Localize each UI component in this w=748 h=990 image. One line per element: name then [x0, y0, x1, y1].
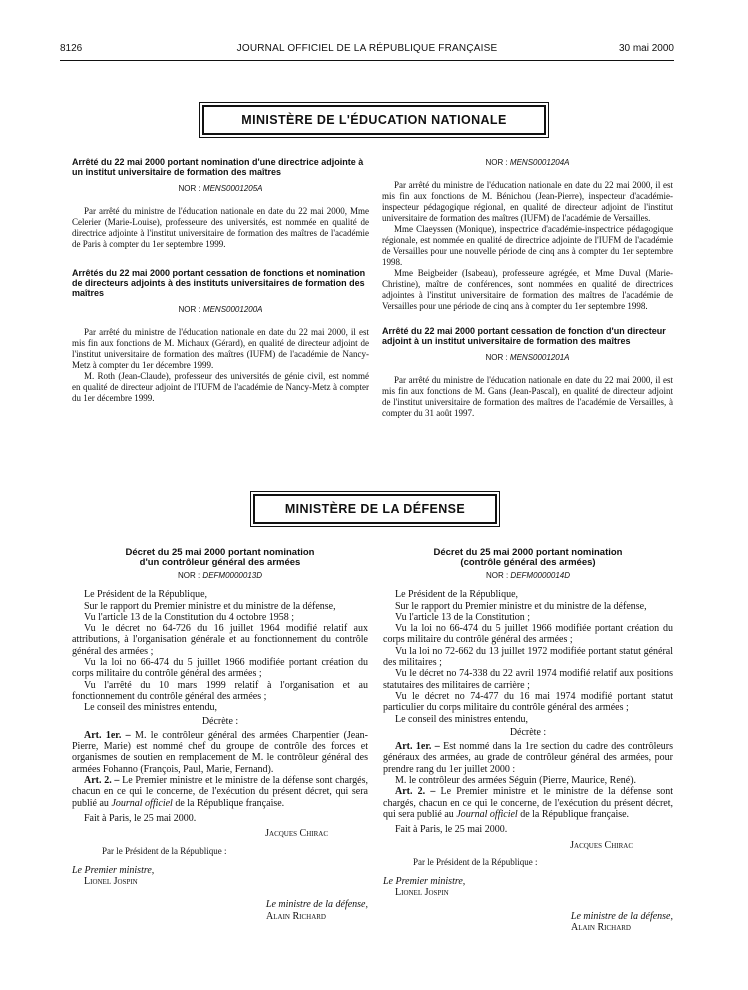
paragraph: M. Roth (Jean-Claude), professeur des universités de génie civil, est nommé en qualité de directeur adjoint de l'IUFM de l'académie de Nancy-Metz à compter du 1er décembre 1999.: [72, 371, 369, 403]
decree-title-line: Décret du 25 mai 2000 portant nomination: [125, 547, 315, 558]
article-1: [72, 730, 368, 775]
journal-title: JOURNAL OFFICIEL DE LA RÉPUBLIQUE FRANÇAISE: [236, 43, 498, 54]
paragraph: Mme Beigbeider (Isabeau), professeure agrégée, et Mme Duval (Marie-Christine), maître de conférences, sont nommées en qualité de directrices adjointes à l'institut universitaire de formation des maîtres de l'académie de Versailles pour une période de cinq ans à compter du 1er septembre 1998.: [382, 268, 673, 311]
paragraph: Par arrêté du ministre de l'éducation nationale en date du 22 mai 2000, Mme Celerier (Marie-Louise), professeure des universités, est nommée en qualité de directrice adjointe à l'institut universitaire de formation des maîtres de l'académie de Paris à compter du 1er septembre 1999.: [72, 206, 369, 249]
article-title: Arrêté du 22 mai 2000 portant nomination d'une directrice adjointe à un institut universitaire de formation des maîtres: [72, 157, 364, 177]
ministry-title: MINISTÈRE DE LA DÉFENSE: [253, 494, 497, 524]
paragraph: Vu l'article 13 de la Constitution ;: [395, 611, 531, 623]
nor-code: MENS0001200A: [202, 305, 263, 314]
nor-reference: [382, 157, 673, 168]
decree-title: [72, 548, 368, 568]
article-2: [383, 786, 673, 820]
signature-president: Jacques Chirac: [570, 839, 633, 851]
par-le-president: Par le Président de la République :: [413, 856, 538, 867]
ministre-defense-title: Le ministre de la défense,: [570, 910, 673, 922]
article-label: Art. 2. –: [395, 786, 436, 798]
nor-code: MENS0001201A: [509, 353, 570, 362]
ministre-defense-name: Alain Richard: [571, 922, 631, 934]
nor-reference: [382, 352, 673, 363]
paragraph: Vu la loi no 66-474 du 5 juillet 1966 modifiée portant création du corps militaire du contrôle général des armées ;: [383, 623, 673, 646]
fait-a-paris: Fait à Paris, le 25 mai 2000.: [84, 812, 197, 824]
article-1: [383, 741, 673, 775]
ministre-defense-name: Alain Richard: [266, 910, 326, 922]
article-text: Le Premier ministre et le ministre de la défense sont chargés, chacun en ce qui le concerne, de l'exécution du présent décret, qui sera publié au: [72, 775, 368, 809]
fait-a-paris: Fait à Paris, le 25 mai 2000.: [395, 824, 508, 836]
ministre-defense-title: Le ministre de la défense,: [265, 899, 368, 911]
nor-code: MENS0001204A: [509, 158, 570, 167]
ministry-heading-education: [199, 102, 549, 138]
decrete-heading: Décrète :: [201, 715, 239, 727]
paragraph: Le conseil des ministres entendu,: [395, 713, 529, 725]
decree-title-line: d'un contrôleur général des armées: [139, 557, 301, 568]
paragraph: Par arrêté du ministre de l'éducation nationale en date du 22 mai 2000, il est mis fin aux fonctions de M. Bénichou (Jean-Pierre), inspecteur d'académie-inspecteur pédagogique régional, en qualité de directeur adjoint de l'institut universitaire de formation des maîtres (IUFM) de l'académie de Versailles.: [382, 180, 673, 223]
issue-date: 30 mai 2000: [618, 43, 674, 54]
nor-label: NOR :: [178, 305, 203, 314]
paragraph: Le Président de la République,: [84, 589, 208, 601]
article-text: de la République française.: [172, 797, 285, 809]
decree-title: [383, 548, 673, 568]
nor-reference: [72, 304, 369, 315]
decree-title-line: (contrôle général des armées): [460, 557, 596, 568]
article-text: Est nommé dans la 1re section du cadre des contrôleurs généraux des armées, au grade de contrôleur général des armées, pour prendre rang du 1er juillet 2000 :: [383, 741, 674, 775]
paragraph: Vu le décret no 64-726 du 16 juillet 1964 modifié relatif aux attributions, à l'organisation générale et au fonctionnement du contrôle général des armées ;: [72, 623, 368, 657]
premier-ministre-title: Le Premier ministre,: [72, 864, 155, 876]
nor-reference: [72, 570, 368, 581]
decrete-heading: Décrète :: [509, 726, 547, 738]
education-column-left: [72, 157, 369, 404]
journal-reference: Journal officiel: [456, 808, 518, 820]
paragraph: Vu la loi no 66-474 du 5 juillet 1966 modifiée portant création du corps militaire du contrôle général des armées ;: [72, 657, 368, 680]
nor-code: DEFM0000013D: [202, 571, 263, 580]
paragraph: Sur le rapport du Premier ministre et du ministre de la défense,: [84, 600, 336, 612]
page-number: 8126: [60, 43, 83, 54]
paragraph: Vu le décret no 74-338 du 22 avril 1974 modifié relatif aux positions statutaires des militaires de carrière ;: [383, 668, 673, 691]
paragraph: Le Président de la République,: [395, 589, 519, 601]
paragraph: Vu la loi no 72-662 du 13 juillet 1972 modifiée portant statut général des militaires ;: [383, 645, 673, 669]
paragraph: Sur le rapport du Premier ministre et du ministre de la défense,: [395, 600, 647, 612]
nor-label: NOR :: [178, 184, 203, 193]
article-text: M. le contrôleur général des armées Charpentier (Jean-Pierre, Marie) est nommé chef du groupe de contrôle des forces et organismes de soutien en remplacement de M. le contrôleur général des armées Fohanno (François, Paul, Marie, Fernand).: [72, 729, 369, 775]
paragraph: Le conseil des ministres entendu,: [84, 702, 218, 714]
nor-label: NOR :: [485, 158, 510, 167]
paragraph: Vu l'article 13 de la Constitution du 4 octobre 1958 ;: [84, 611, 295, 623]
paragraph: Par arrêté du ministre de l'éducation nationale en date du 22 mai 2000, il est mis fin aux fonctions de M. Michaux (Gérard), en qualité de directeur adjoint de l'institut universitaire de formation des maîtres (IUFM) de l'académie de Nancy-Metz à compter du 1er décembre 1999.: [72, 327, 369, 370]
premier-ministre-name: Lionel Jospin: [395, 887, 449, 899]
education-column-right: [382, 157, 673, 419]
article-text: Le Premier ministre et le ministre de la défense sont chargés, chacun en ce qui le concerne, de l'exécution du présent décret, qui sera publié au: [383, 786, 674, 820]
article-label: Art. 1er. –: [395, 741, 440, 753]
article-title: Arrêté du 22 mai 2000 portant cessation de fonction d'un directeur adjoint à un institut universitaire de formation des maîtres: [382, 326, 666, 346]
article-text: de la République française.: [517, 808, 630, 820]
signature-president: Jacques Chirac: [265, 828, 328, 840]
nor-reference: [383, 570, 673, 581]
defense-column-left: [72, 548, 368, 922]
decree-title-line: Décret du 25 mai 2000 portant nomination: [433, 547, 623, 558]
article-2: [72, 775, 368, 809]
nor-reference: [72, 183, 369, 194]
defense-column-right: [383, 548, 673, 933]
par-le-president: Par le Président de la République :: [102, 845, 227, 856]
nor-label: NOR :: [485, 353, 510, 362]
article-title: Arrêtés du 22 mai 2000 portant cessation de fonctions et nomination de directeurs adjoints à des instituts universitaires de formation des maîtres: [72, 268, 366, 298]
nor-label: NOR :: [177, 571, 203, 580]
page-header: [60, 40, 674, 61]
article-label: Art. 1er. –: [84, 729, 131, 741]
nor-label: NOR :: [485, 571, 511, 580]
nor-code: MENS0001205A: [202, 184, 263, 193]
ministry-title: MINISTÈRE DE L'ÉDUCATION NATIONALE: [202, 105, 546, 135]
premier-ministre-name: Lionel Jospin: [84, 876, 138, 888]
premier-ministre-title: Le Premier ministre,: [383, 876, 466, 888]
ministry-heading-defense: [250, 491, 500, 527]
nor-code: DEFM0000014D: [510, 571, 571, 580]
paragraph: M. le contrôleur des armées Séguin (Pierre, Maurice, René).: [395, 775, 637, 787]
paragraph: Vu l'arrêté du 10 mars 1999 relatif à l'organisation et au fonctionnement du contrôle général des armées ;: [72, 679, 368, 702]
journal-reference: Journal officiel: [111, 797, 173, 809]
article-label: Art. 2. –: [84, 775, 120, 787]
paragraph: Mme Claeyssen (Monique), inspectrice d'académie-inspectrice pédagogique régionale, est nommée en qualité de directrice adjointe de l'IUFM de l'académie de Versailles pour une nouvelle période de cinq ans à compter du 1er septembre 1998.: [382, 224, 673, 267]
paragraph: Vu le décret no 74-477 du 16 mai 1974 modifié portant statut particulier du corps militaire du contrôle général des armées ;: [383, 690, 673, 714]
paragraph: Par arrêté du ministre de l'éducation nationale en date du 22 mai 2000, il est mis fin aux fonctions de M. Gans (Jean-Pascal), en qualité de directeur adjoint de l'institut universitaire de formation des maîtres de l'académie de Versailles, à compter du 31 août 1997.: [382, 375, 673, 418]
